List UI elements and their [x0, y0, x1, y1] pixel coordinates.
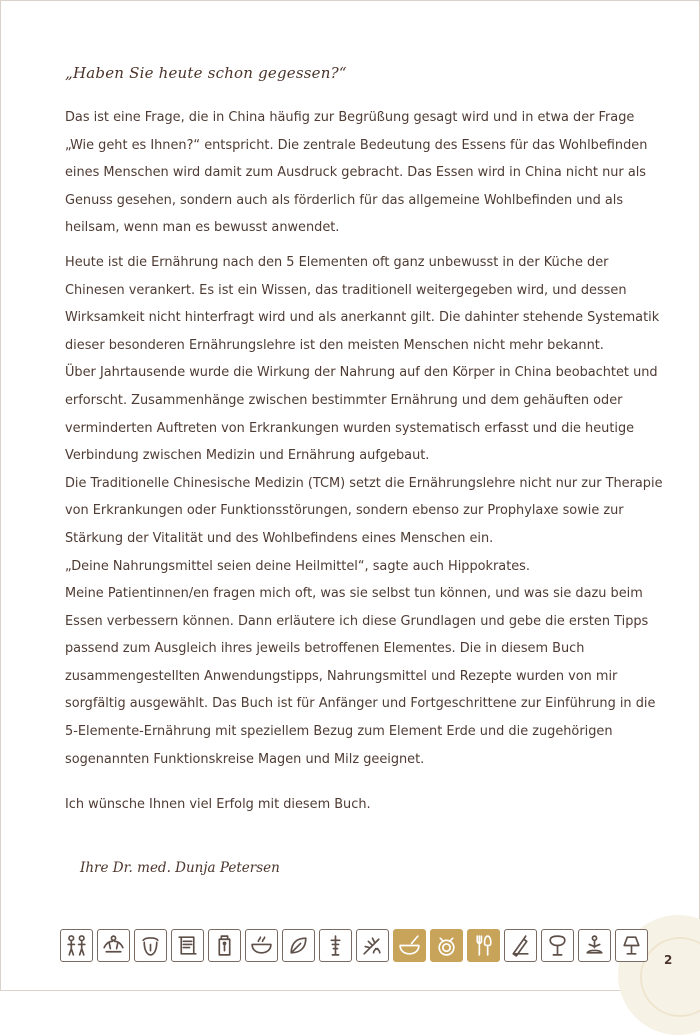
paragraph-closing: Ich wünsche Ihnen viel Erfolg mit diesem Buch. — [65, 797, 371, 813]
body-text — [65, 104, 665, 819]
tongue-icon — [138, 933, 163, 958]
page-number: 2 — [664, 953, 673, 967]
leaf-icon — [286, 933, 311, 958]
herbs-icon — [360, 933, 385, 958]
meditation-icon — [582, 933, 607, 958]
page-heading: „Haben Sie heute schon gegessen?“ — [65, 64, 347, 82]
nav-hands[interactable] — [97, 929, 130, 962]
nav-tree[interactable] — [541, 929, 574, 962]
nav-herbs[interactable] — [356, 929, 389, 962]
paragraph-6: Meine Patientinnen/en fragen mich oft, was sie selbst tun können, und was sie dazu beim Essen verbessern können. Dann erläutere ich diese Grundlagen und gebe die ersten Tipps passend zum Ausgleich ihres jeweils betroffenen Elementes. Die in diesem Buch zusammengestellten Anwendungstipps, Nahrungsmittel und Rezepte wurden von mir sorgfältig ausgewählt. Das Buch ist für Anfänger und Fortgeschrittene zur Einführung in die 5-Elemente-Ernährung mit speziellem Bezug zum Element Erde und die zugehörigen sogenannten Funktionskreise Magen und Milz geeignet. — [65, 586, 656, 767]
paragraph-2: Heute ist die Ernährung nach den 5 Elementen oft ganz unbewusst in der Küche der Chinesen verankert. Es ist ein Wissen, das traditionell weitergegeben wird, und dessen Wirksamkeit nicht hinterfragt wird und als anerkannt gilt. Die dahinter stehende Systematik dieser besonderen Ernährungslehre ist den meisten Menschen nicht mehr bekannt. — [65, 254, 660, 353]
people-icon — [64, 933, 89, 958]
nav-tongue[interactable] — [134, 929, 167, 962]
cutlery-icon — [471, 933, 496, 958]
nav-scale[interactable] — [319, 929, 352, 962]
writing-icon — [508, 933, 533, 958]
lamp-icon — [619, 933, 644, 958]
paragraph-5: „Deine Nahrungsmittel seien deine Heilmittel“, sagte auch Hippokrates. — [65, 558, 530, 574]
nav-jar[interactable] — [208, 929, 241, 962]
scroll-icon — [175, 933, 200, 958]
nav-meditation[interactable] — [578, 929, 611, 962]
hands-icon — [101, 933, 126, 958]
nav-lamp[interactable] — [615, 929, 648, 962]
nav-cutlery[interactable] — [467, 929, 500, 962]
tree-icon — [545, 933, 570, 958]
signature: Ihre Dr. med. Dunja Petersen — [80, 860, 280, 876]
mortar-icon — [397, 933, 422, 958]
chapter-icon-nav — [60, 929, 648, 965]
scale-icon — [323, 933, 348, 958]
paragraph-3: Über Jahrtausende wurde die Wirkung der Nahrung auf den Körper in China beobachtet und erforscht. Zusammenhänge zwischen bestimmter Ernährung und dem gehäuften oder verminderten Auftreten von Erkrankungen wurden systematisch erfasst und die heutige Verbindung zwischen Medizin und Ernährung aufgebaut. — [65, 365, 658, 464]
nav-writing[interactable] — [504, 929, 537, 962]
nav-leaf[interactable] — [282, 929, 315, 962]
bowl-icon — [249, 933, 274, 958]
nav-people[interactable] — [60, 929, 93, 962]
jar-icon — [212, 933, 237, 958]
nav-food-plate[interactable] — [430, 929, 463, 962]
nav-bowl[interactable] — [245, 929, 278, 962]
nav-mortar[interactable] — [393, 929, 426, 962]
paragraph-1: Das ist eine Frage, die in China häufig zur Begrüßung gesagt wird und in etwa der Frage „Wie geht es Ihnen?“ entspricht. Die zentrale Bedeutung des Essens für das Wohlbefinden eines Menschen wird damit zum Ausdruck gebracht. Das Essen wird in China nicht nur als Genuss gesehen, sondern auch als förderlich für das allgemeine Wohlbefinden und als heilsam, wenn man es bewusst anwendet. — [65, 110, 648, 236]
food-plate-icon — [434, 933, 459, 958]
paragraph-4: Die Traditionelle Chinesische Medizin (TCM) setzt die Ernährungslehre nicht nur zur Therapie von Erkrankungen oder Funktionsstörungen, sondern ebenso zur Prophylaxe sowie zur Stärkung der Vitalität und des Wohlbefindens eines Menschen ein. — [65, 475, 663, 546]
nav-scroll[interactable] — [171, 929, 204, 962]
